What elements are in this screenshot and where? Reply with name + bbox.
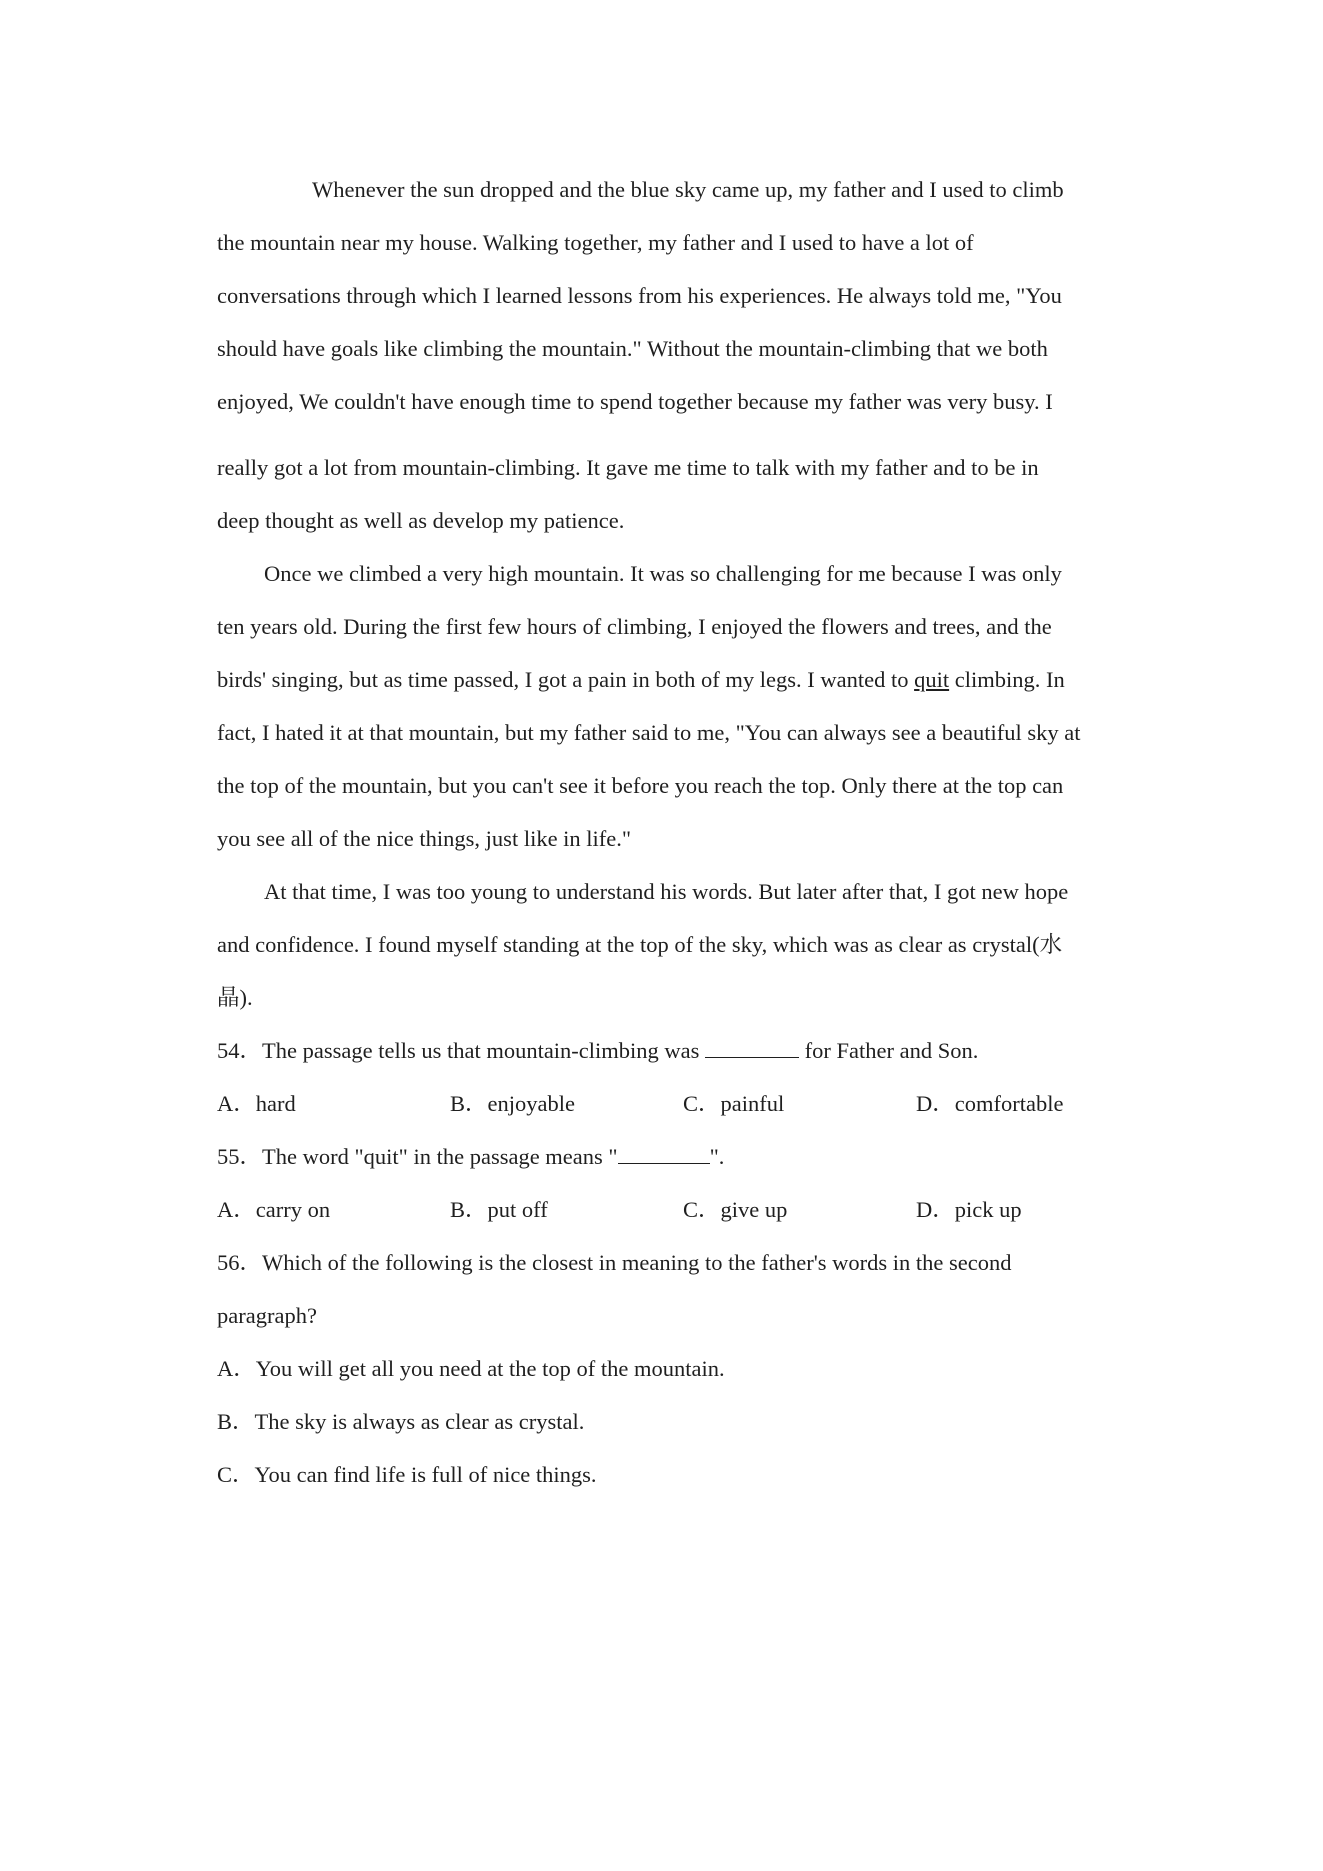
option-54-c: C．painful [683, 1091, 785, 1116]
question-55-stem [217, 1142, 724, 1172]
question-54-stem [217, 1036, 978, 1066]
question-text: 55．The word "quit" in the passage means " [217, 1144, 618, 1169]
passage-line: you see all of the nice things, just like in life." [217, 826, 632, 851]
underlined-word-quit: quit [914, 667, 950, 692]
option-55-a: A．carry on [217, 1197, 331, 1222]
option-56-c: C．You can find life is full of nice things. [217, 1462, 597, 1487]
option-56-a: A．You will get all you need at the top of the mountain. [217, 1356, 725, 1381]
question-text: for Father and Son. [799, 1038, 979, 1063]
passage-line: the mountain near my house. Walking together, my father and I used to have a lot of [217, 230, 974, 255]
option-54-a: A．hard [217, 1091, 296, 1116]
answer-blank [618, 1143, 710, 1164]
option-55-b: B．put off [450, 1197, 548, 1222]
passage-line: and confidence. I found myself standing at the top of the sky, which was as clear as crystal(水 [217, 932, 1063, 957]
passage-line: conversations through which I learned lessons from his experiences. He always told me, "You [217, 283, 1062, 308]
passage-line: ten years old. During the first few hours of climbing, I enjoyed the flowers and trees, and the [217, 614, 1052, 639]
passage-text: birds' singing, but as time passed, I got a pain in both of my legs. I wanted to [217, 667, 915, 692]
option-55-d: D．pick up [916, 1197, 1022, 1222]
option-55-c: C．give up [683, 1197, 788, 1222]
passage-line: At that time, I was too young to understand his words. But later after that, I got new hope [264, 879, 1069, 904]
question-56-stem: 56．Which of the following is the closest in meaning to the father's words in the second [217, 1250, 1012, 1275]
passage-line: really got a lot from mountain-climbing. It gave me time to talk with my father and to be in [217, 455, 1039, 480]
passage-line: fact, I hated it at that mountain, but my father said to me, "You can always see a beautiful sky at [217, 720, 1081, 745]
passage-line [217, 665, 1065, 695]
option-54-b: B．enjoyable [450, 1091, 575, 1116]
option-56-b: B．The sky is always as clear as crystal. [217, 1409, 585, 1434]
question-text: ". [709, 1144, 725, 1169]
passage-text: climbing. In [949, 667, 1065, 692]
passage-line: 晶). [217, 985, 253, 1010]
passage-line: Whenever the sun dropped and the blue sky came up, my father and I used to climb [312, 177, 1064, 202]
question-56-stem-cont: paragraph? [217, 1303, 317, 1328]
option-54-d: D．comfortable [916, 1091, 1064, 1116]
passage-line: enjoyed, We couldn't have enough time to spend together because my father was very busy. I [217, 389, 1053, 414]
passage-line: deep thought as well as develop my patience. [217, 508, 625, 533]
passage-line: the top of the mountain, but you can't see it before you reach the top. Only there at the top can [217, 773, 1064, 798]
passage-line: Once we climbed a very high mountain. It was so challenging for me because I was only [264, 561, 1062, 586]
answer-blank [705, 1037, 799, 1058]
question-text: 54．The passage tells us that mountain-climbing was [217, 1038, 706, 1063]
passage-line: should have goals like climbing the mountain." Without the mountain-climbing that we both [217, 336, 1048, 361]
